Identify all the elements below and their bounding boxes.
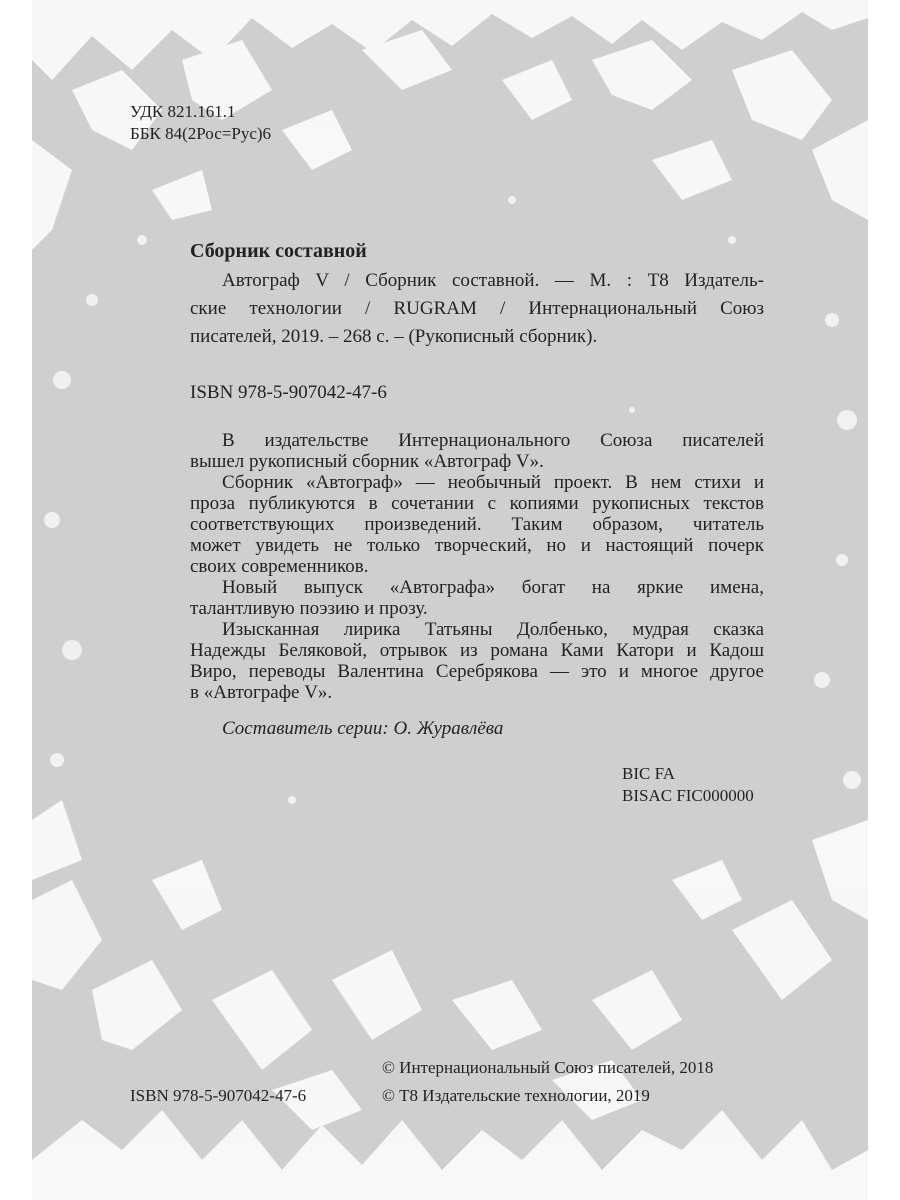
biblio-line-1: Автограф V / Сборник составной. — М. : Т8 Издатель- bbox=[222, 270, 764, 291]
isbn-footer: ISBN 978-5-907042-47-6 bbox=[130, 1086, 307, 1105]
annotation-line-5: соответствующих произведений. Таким образом, читатель bbox=[190, 514, 764, 535]
series-compiler: Составитель серии: О. Журавлёва bbox=[222, 718, 504, 739]
annotation-line-10: Изысканная лирика Татьяны Долбенько, мудрая сказка bbox=[222, 619, 764, 640]
udk-code: УДК 821.161.1 bbox=[130, 102, 236, 121]
bic-code: BIC FA bbox=[622, 764, 676, 783]
annotation-line-4: проза публикуются в сочетании с копиями рукописных текстов bbox=[190, 493, 764, 514]
biblio-line-3: писателей, 2019. – 268 с. – (Рукописный сборник). bbox=[190, 326, 598, 347]
annotation-line-2: вышел рукописный сборник «Автограф V». bbox=[190, 451, 544, 472]
annotation-line-7: своих современников. bbox=[190, 556, 369, 577]
annotation-line-9: талантливую поэзию и прозу. bbox=[190, 598, 428, 619]
annotation-line-1: В издательстве Интернационального Союза писателей bbox=[222, 430, 764, 451]
biblio-line-2: ские технологии / RUGRAM / Интернациональный Союз bbox=[190, 298, 764, 319]
bibliographic-title: Сборник составной bbox=[190, 240, 367, 262]
annotation-line-12: Виро, переводы Валентина Серебрякова — это и многое другое bbox=[190, 661, 764, 682]
bisac-code: BISAC FIC000000 bbox=[622, 786, 754, 805]
annotation-line-6: может увидеть не только творческий, но и настоящий почерк bbox=[190, 535, 764, 556]
bbk-code: ББК 84(2Рос=Рус)6 bbox=[130, 124, 272, 143]
isbn-main: ISBN 978-5-907042-47-6 bbox=[190, 382, 387, 403]
annotation-line-8: Новый выпуск «Автографа» богат на яркие имена, bbox=[222, 577, 764, 598]
copyright-union: © Интернациональный Союз писателей, 2018 bbox=[382, 1058, 714, 1077]
annotation-line-11: Надежды Беляковой, отрывок из романа Ками Катори и Кадош bbox=[190, 640, 764, 661]
annotation-line-13: в «Автографе V». bbox=[190, 682, 333, 703]
copyright-publisher: © Т8 Издательские технологии, 2019 bbox=[382, 1086, 650, 1105]
annotation-line-3: Сборник «Автограф» — необычный проект. В нем стихи и bbox=[222, 472, 764, 493]
